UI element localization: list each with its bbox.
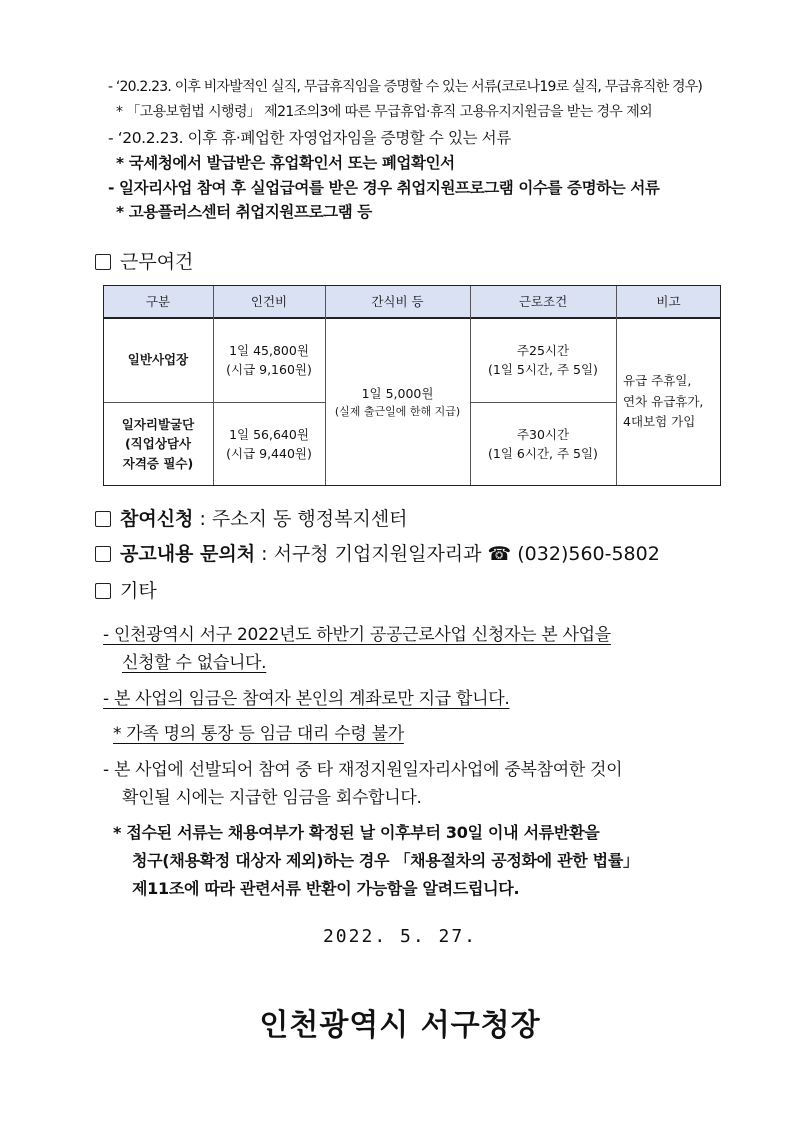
table-cell-remarks — [616, 318, 721, 486]
checkbox-square-icon — [95, 511, 111, 527]
table-header-snack: 간식비 등 — [325, 285, 470, 318]
etc-item-4: - 본 사업에 선발되어 참여 중 타 재정지원일자리사업에 중복참여한 것이 — [103, 760, 623, 780]
remark-line: 유급 주휴일, — [623, 373, 692, 389]
application-label: 참여신청 — [120, 508, 194, 530]
note-job-program: - 일자리사업 참여 후 실업급여를 받은 경우 취업지원프로그램 이수를 증명하는 서류 — [108, 179, 660, 197]
table-col-divider — [213, 285, 214, 486]
table-cell-hours-general — [470, 318, 616, 402]
section-etc — [95, 576, 157, 603]
category-name: 일자리발굴단 — [121, 416, 195, 432]
application-value: : 주소지 동 행정복지센터 — [199, 508, 408, 530]
etc-note-2: 청구(채용확정 대상자 제외)하는 경우 「채용절차의 공정화에 관한 법률」 — [132, 851, 639, 870]
table-cell-hours-job-team — [470, 402, 616, 486]
table-cell-category-general: 일반사업장 — [127, 352, 189, 368]
table-header-remarks: 비고 — [616, 285, 721, 318]
section-inquiry — [95, 539, 660, 566]
table-cell-category-job-team — [103, 402, 213, 486]
table-col-divider — [325, 285, 326, 486]
etc-item-4-cont: 확인될 시에는 지급한 임금을 회수합니다. — [122, 788, 422, 808]
note-exclusion-insurance: * 「고용보험법 시행령」 제21조의3에 따른 무급휴업·휴직 고용유지지원금을 받는 경우 제외 — [116, 104, 653, 120]
wage-hourly: (시급 9,440원) — [226, 446, 312, 461]
document-date: 2022. 5. 27. — [322, 926, 478, 947]
hours-weekly: 주30시간 — [516, 426, 570, 442]
table-header-divider — [103, 317, 721, 319]
table-cell-snack — [325, 318, 470, 486]
etc-item-1: - 인천광역시 서구 2022년도 하반기 공공근로사업 신청자는 본 사업을 — [103, 625, 611, 645]
document-signer: 인천광역시 서구청장 — [259, 1008, 541, 1043]
snack-amount: 1일 5,000원 — [361, 385, 434, 401]
note-employment-center: * 고용플러스센터 취업지원프로그램 등 — [116, 203, 372, 221]
section-work-conditions — [95, 247, 193, 274]
checkbox-square-icon — [95, 583, 111, 599]
remark-line: 연차 유급휴가, — [623, 393, 704, 409]
etc-note-1: * 접수된 서류는 채용여부가 확정된 날 이후부터 30일 이내 서류반환을 — [113, 823, 600, 842]
table-row-divider — [103, 402, 325, 403]
etc-item-1-cont: 신청할 수 없습니다. — [122, 653, 267, 673]
category-note: (직업상담사 — [124, 436, 192, 452]
table-cell-wage-job-team — [213, 402, 325, 486]
checkbox-square-icon — [95, 254, 111, 270]
etc-item-3: * 가족 명의 통장 등 임금 대리 수령 불가 — [113, 724, 404, 744]
inquiry-value: : 서구청 기업지원일자리과 ☎ (032)560-5802 — [261, 543, 660, 565]
section-heading: 근무여건 — [120, 251, 194, 273]
hours-detail: (1일 5시간, 주 5일) — [488, 362, 598, 377]
etc-note-3: 제11조에 따라 관련서류 반환이 가능함을 알려드립니다. — [132, 879, 520, 898]
inquiry-label: 공고내용 문의처 — [120, 543, 256, 565]
section-application — [95, 504, 408, 531]
table-cell-wage-general — [213, 318, 325, 402]
category-note: 자격증 필수) — [122, 455, 194, 471]
etc-item-2: - 본 사업의 임금은 참여자 본인의 계좌로만 지급 합니다. — [103, 689, 510, 709]
note-nonvoluntary-unemployment: - ‘20.2.23. 이후 비자발적인 실직, 무급휴직임을 증명할 수 있는 서류(코로나19로 실직, 무급휴직한 경우) — [108, 79, 703, 95]
snack-note: (실제 출근일에 한해 지급) — [334, 405, 461, 419]
section-heading: 기타 — [120, 580, 157, 602]
wage-hourly: (시급 9,160원) — [226, 362, 312, 377]
hours-detail: (1일 6시간, 주 5일) — [488, 446, 598, 461]
table-col-divider — [470, 285, 471, 486]
work-conditions-table — [103, 285, 721, 486]
table-header-hours: 근로조건 — [470, 285, 616, 318]
hours-weekly: 주25시간 — [516, 342, 570, 358]
note-self-employed: - ‘20.2.23. 이후 휴·폐업한 자영업자임을 증명할 수 있는 서류 — [108, 129, 511, 147]
wage-daily: 1일 45,800원 — [229, 342, 309, 358]
remark-line: 4대보험 가입 — [623, 414, 696, 430]
table-header-wage: 인건비 — [213, 285, 325, 318]
checkbox-square-icon — [95, 546, 111, 562]
table-header-category: 구분 — [103, 285, 213, 318]
table-row-divider — [470, 402, 616, 403]
note-tax-office: * 국세청에서 발급받은 휴업확인서 또는 폐업확인서 — [116, 154, 455, 172]
table-col-divider — [616, 285, 617, 486]
wage-daily: 1일 56,640원 — [229, 426, 309, 442]
